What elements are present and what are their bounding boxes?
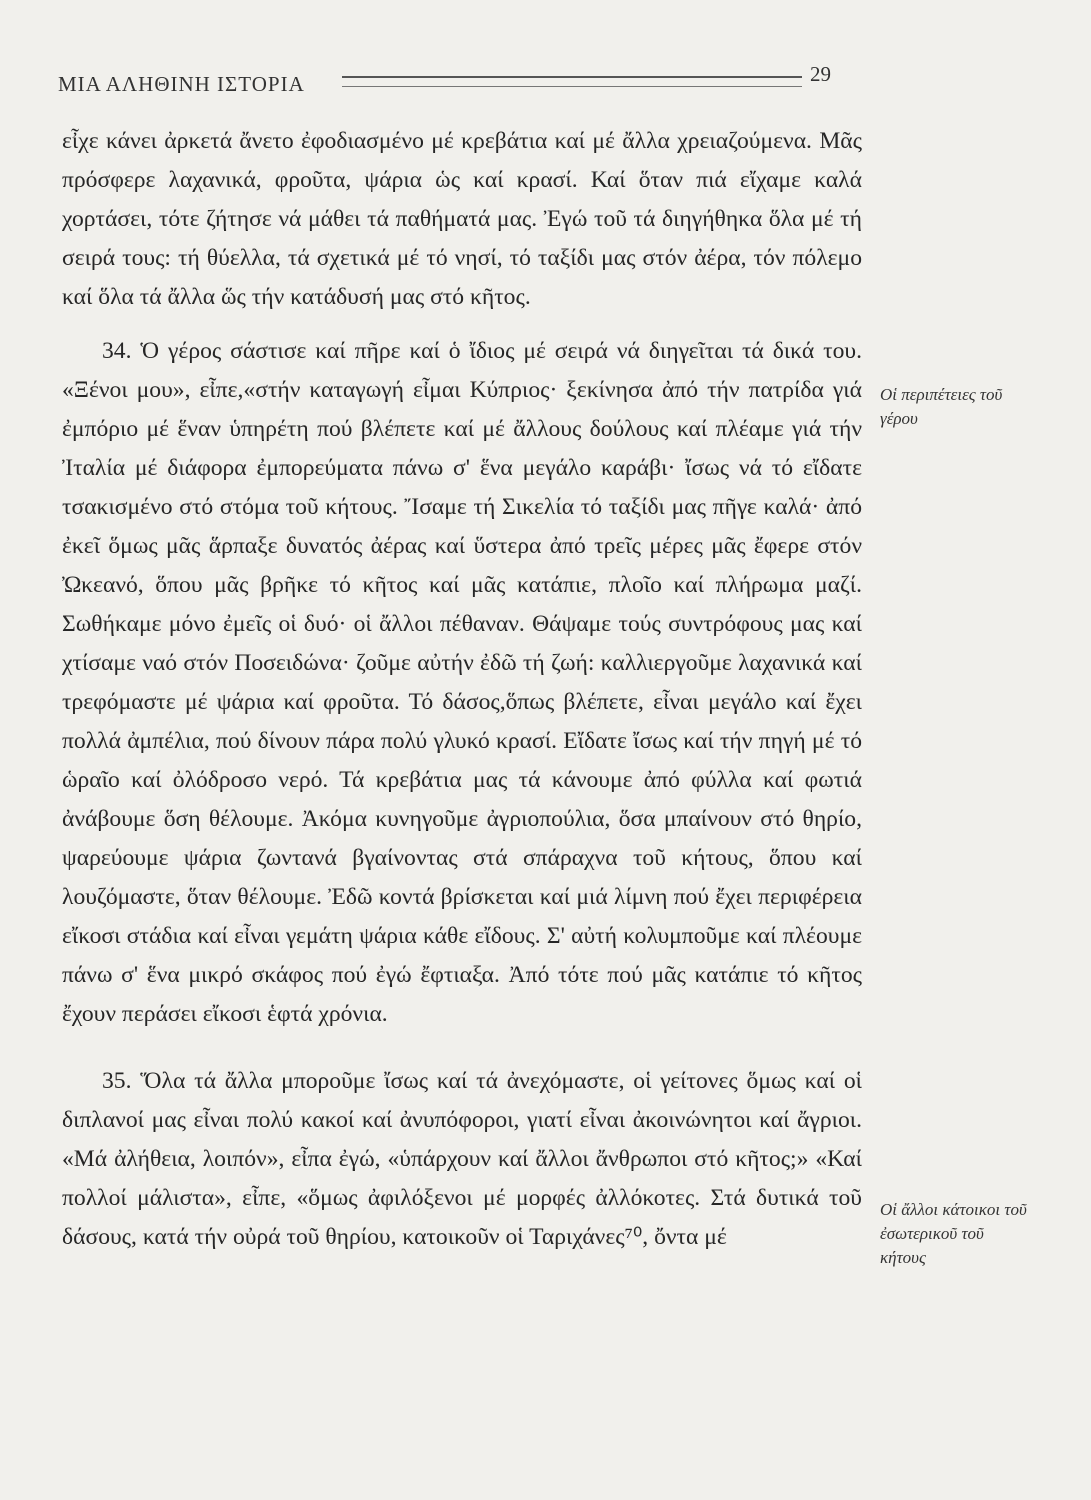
paragraph-35: 35. Ὅλα τά ἄλλα μποροῦμε ἴσως καί τά ἀνεχόμαστε, οἱ γείτονες ὅμως καί οἱ διπλανοί μας εἶναι πολύ κακοί καί ἀνυπόφοροι, γιατί εἶναι ἀκοινώνητοι καί ἄγριοι. «Μά ἀλήθεια, λοιπόν», εἶπα ἐγώ, «ὑπάρχουν καί ἄλλοι ἄνθρωποι στό κῆτος;» «Καί πολλοί μάλιστα», εἶπε, «ὅμως ἀφιλόξενοι μέ μορφές ἀλλόκοτες. Στά δυτικά τοῦ δάσους, κατά τήν οὐρά τοῦ θηρίου, κατοικοῦν οἱ Ταριχάνες⁷⁰, ὄντα μέ xyxy=(62,1068,862,1250)
header-rule xyxy=(342,76,802,87)
body-text xyxy=(62,122,862,1257)
margin-note-old-man-adventures: Οἱ περιπέτειες τοῦ γέρου xyxy=(880,385,1003,428)
paragraph-34: 34. Ὁ γέρος σάστισε καί πῆρε καί ὁ ἴδιος μέ σειρά νά διηγεῖται τά δικά του. «Ξένοι μου», εἶπε,«στήν καταγωγή εἶμαι Κύπριος· ξεκίνησα ἀπό τήν πατρίδα γιά ἐμπόριο μέ ἕναν ὑπηρέτη πού βλέπετε καί μέ ἄλλους δούλους καί πλέαμε γιά τήν Ἰταλία μέ διάφορα ἐμπορεύματα πάνω σ' ἕνα μεγάλο καράβι· ἴσως νά τό εἴδατε τσακισμένο στό στόμα τοῦ κήτους. Ἴσαμε τή Σικελία τό ταξίδι μας πῆγε καλά· ἀπό ἐκεῖ ὅμως μᾶς ἅρπαξε δυνατός ἀέρας καί ὕστερα ἀπό τρεῖς μέρες μᾶς ἔφερε στόν Ὠκεανό, ὅπου μᾶς βρῆκε τό κῆτος καί μᾶς κατάπιε, πλοῖο καί πλήρωμα μαζί. Σωθήκαμε μόνο ἐμεῖς οἱ δυό· οἱ ἄλλοι πέθαναν. Θάψαμε τούς συντρόφους μας καί χτίσαμε ναό στόν Ποσειδώνα· ζοῦμε αὐτήν ἐδῶ τή ζωή: καλλιεργοῦμε λαχανικά καί τρεφόμαστε μέ ψάρια καί φροῦτα. Τό δάσος,ὅπως βλέπετε, εἶναι μεγάλο καί ἔχει πολλά ἀμπέλια, πού δίνουν πάρα πολύ γλυκό κρασί. Εἴδατε ἴσως καί τήν πηγή μέ τό ὡραῖο καί ὀλόδροσο νερό. Τά κρεβάτια μας τά κάνουμε ἀπό φύλλα καί φωτιά ἀνάβουμε ὅση θέλουμε. Ἀκόμα κυνηγοῦμε ἀγριοπούλια, ὅσα μπαίνουν στό θηρίο, ψαρεύουμε ψάρια ζωντανά βγαίνοντας στά σπάραχνα τοῦ κήτους, ὅπου καί λουζόμαστε, ὅταν θέλουμε. Ἐδῶ κοντά βρίσκεται καί μιά λίμνη πού ἔχει περιφέρεια εἴκοσι στάδια καί εἶναι γεμάτη ψάρια κάθε εἴδους. Σ' αὐτή κολυμποῦμε καί πλέουμε πάνω σ' ἕνα μικρό σκάφος πού ἐγώ ἔφτιαξα. Ἀπό τότε πού μᾶς κατάπιε τό κῆτος ἔχουν περάσει εἴκοσι ἑφτά χρόνια. xyxy=(62,338,862,1027)
margin-note-other-inhabitants: Οἱ ἄλλοι κάτοικοι τοῦ ἐσωτερικοῦ τοῦ κήτους xyxy=(880,1200,1027,1267)
running-head xyxy=(58,62,848,102)
paragraph-33-continued: εἶχε κάνει ἀρκετά ἄνετο ἐφοδιασμένο μέ κρεβάτια καί μέ ἄλλα χρειαζούμενα. Μᾶς πρόσφερε λαχανικά, φροῦτα, ψάρια ὡς καί κρασί. Καί ὅταν πιά εἴχαμε καλά χορτάσει, τότε ζήτησε νά μάθει τά παθήματά μας. Ἐγώ τοῦ τά διηγήθηκα ὅλα μέ τή σειρά τους: τή θύελλα, τά σχετικά μέ τό νησί, τό ταξίδι μας στόν ἀέρα, τόν πόλεμο καί ὅλα τά ἄλλα ὥς τήν κατάδυσή μας στό κῆτος. xyxy=(62,128,862,310)
running-title: ΜΙΑ ΑΛΗΘΙΝΗ ΙΣΤΟΡΙΑ xyxy=(58,72,305,96)
page-number: 29 xyxy=(810,62,831,86)
